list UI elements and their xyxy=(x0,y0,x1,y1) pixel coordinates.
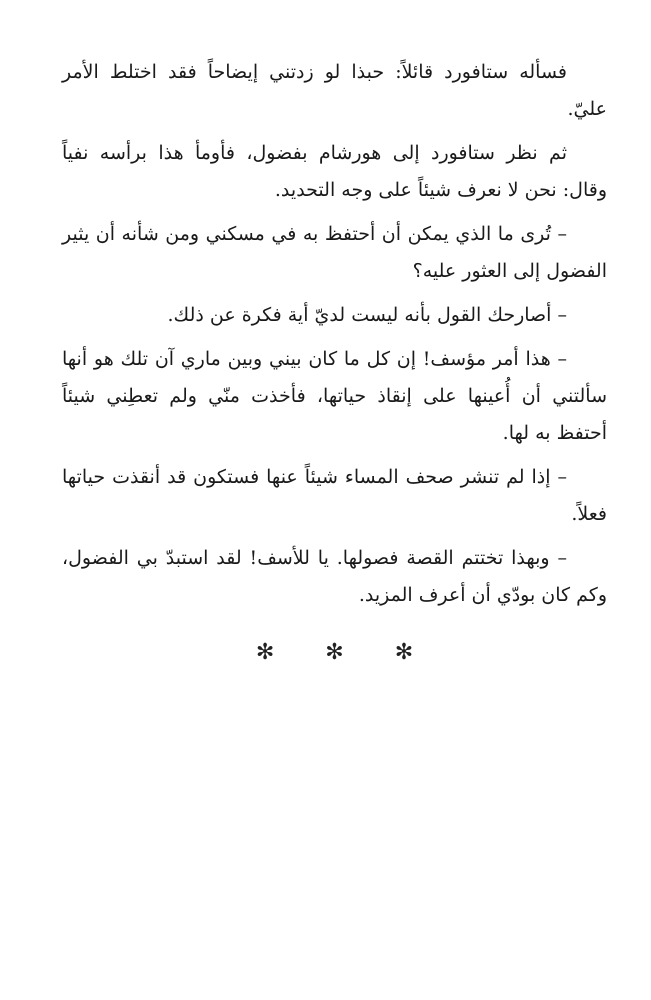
page-text xyxy=(62,54,607,671)
paragraph-7: – وبهذا تختتم القصة فصولها. يا للأسف! لقد استبدّ بي الفضول، وكم كان بودّي أن أعرف المزيد. xyxy=(62,547,607,606)
paragraph-3: – تُرى ما الذي يمكن أن أحتفظ به في مسكني ومن شأنه أن يثير الفضول إلى العثور عليه؟ xyxy=(62,223,607,282)
paragraph-4: – أصارحك القول بأنه ليست لديّ أية فكرة عن ذلك. xyxy=(167,304,567,326)
paragraph-6: – إذا لم تنشر صحف المساء شيئاً عنها فستكون قد أنقذت حياتها فعلاً. xyxy=(62,466,607,525)
paragraph-1: فسأله ستافورد قائلاً: حبذا لو زدتني إيضاحاً فقد اختلط الأمر عليّ. xyxy=(62,61,607,120)
section-separator: ✻ ✻ ✻ xyxy=(255,640,436,665)
paragraph-2: ثم نظر ستافورد إلى هورشام بفضول، فأومأ هذا برأسه نفياً وقال: نحن لا نعرف شيئاً على وجه التحديد. xyxy=(62,142,607,201)
paragraph-5: – هذا أمر مؤسف! إن كل ما كان بيني وبين ماري آن تلك هو أنها سألتني أن أُعينها على إنقاذ حياتها، فأخذت منّي ولم تعطِني شيئاً أحتفظ به لها. xyxy=(62,348,607,444)
